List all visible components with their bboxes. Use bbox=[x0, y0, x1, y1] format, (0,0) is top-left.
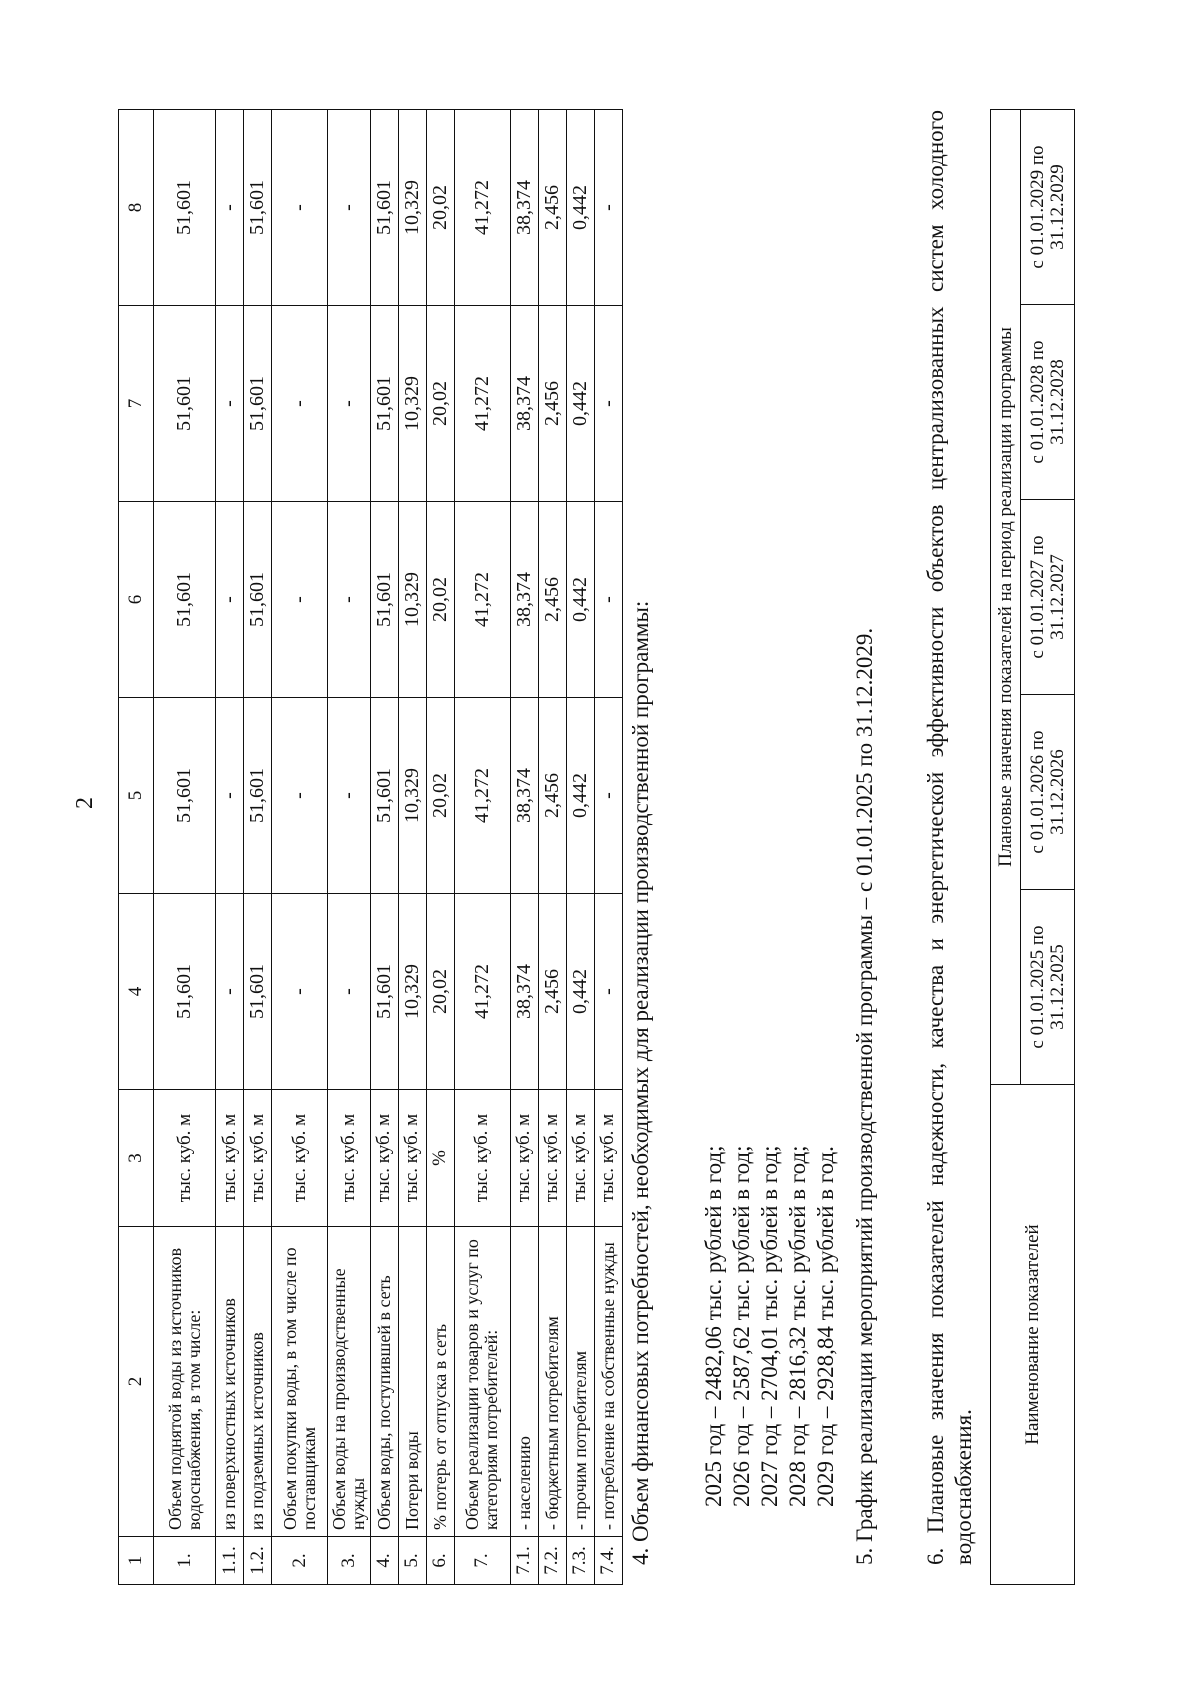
row-value: 51,601 bbox=[154, 698, 216, 894]
table-row bbox=[510, 110, 538, 1585]
row-value: 10,329 bbox=[398, 306, 426, 502]
row-name: Объем поднятой воды из источников водоснабжения, в том числе: bbox=[154, 1227, 216, 1537]
water-balance-table bbox=[118, 109, 623, 1585]
table-row bbox=[426, 110, 454, 1585]
row-value: 51,601 bbox=[370, 110, 398, 306]
row-name: - населению bbox=[510, 1227, 538, 1537]
row-name: Объем воды на производственные нужды bbox=[328, 1227, 371, 1537]
col-header: 4 bbox=[119, 894, 154, 1090]
list-item: 2027 год – 2704,01 тыс. рублей в год; bbox=[757, 1145, 782, 1507]
row-value: 51,601 bbox=[244, 306, 272, 502]
row-value: - bbox=[328, 698, 371, 894]
row-value: 20,02 bbox=[426, 502, 454, 698]
row-value: 41,272 bbox=[454, 306, 510, 502]
period-header: с 01.01.2025 по 31.12.2025 bbox=[1021, 890, 1075, 1085]
row-value: 38,374 bbox=[510, 306, 538, 502]
list-item: 2028 год – 2816,32 тыс. рублей в год; bbox=[785, 1145, 810, 1507]
row-value: 41,272 bbox=[454, 894, 510, 1090]
row-value: 38,374 bbox=[510, 502, 538, 698]
indicator-name-header: Наименование показателей bbox=[991, 1085, 1075, 1585]
row-name: из подземных источников bbox=[244, 1227, 272, 1537]
section-4-heading: 4. Объем финансовых потребностей, необходимых для реализации производственной программы: bbox=[628, 600, 653, 1565]
row-unit: тыс. куб. м bbox=[566, 1090, 594, 1227]
period-header: с 01.01.2027 по 31.12.2027 bbox=[1021, 500, 1075, 695]
row-value: 38,374 bbox=[510, 894, 538, 1090]
table-row bbox=[398, 110, 426, 1585]
col-header: 7 bbox=[119, 306, 154, 502]
row-unit: тыс. куб. м bbox=[398, 1090, 426, 1227]
row-index: 3. bbox=[328, 1537, 371, 1585]
row-value: 10,329 bbox=[398, 894, 426, 1090]
plan-values-header: Плановые значения показателей на период реализации программы bbox=[991, 110, 1021, 1085]
row-value: - bbox=[272, 894, 328, 1090]
row-index: 7.2. bbox=[538, 1537, 566, 1585]
row-value: - bbox=[328, 306, 371, 502]
row-name: Потери воды bbox=[398, 1227, 426, 1537]
row-value: 38,374 bbox=[510, 698, 538, 894]
table-row bbox=[594, 110, 622, 1585]
row-value: 20,02 bbox=[426, 698, 454, 894]
row-index: 7. bbox=[454, 1537, 510, 1585]
row-value: - bbox=[594, 502, 622, 698]
row-value: 51,601 bbox=[244, 110, 272, 306]
row-unit: тыс. куб. м bbox=[154, 1090, 216, 1227]
list-item: 2029 год – 2928,84 тыс. рублей в год. bbox=[813, 1146, 838, 1507]
row-name: - бюджетным потребителям bbox=[538, 1227, 566, 1537]
row-name: % потерь от отпуска в сеть bbox=[426, 1227, 454, 1537]
section-5-heading: 5. График реализации мероприятий производственной программы – с 01.01.2025 по 31.12.2029. bbox=[852, 627, 877, 1565]
row-index: 6. bbox=[426, 1537, 454, 1585]
row-value: 0,442 bbox=[566, 110, 594, 306]
row-value: 2,456 bbox=[538, 502, 566, 698]
funding-list bbox=[700, 1145, 840, 1507]
row-value: - bbox=[594, 698, 622, 894]
row-value: 2,456 bbox=[538, 110, 566, 306]
row-index: 7.1. bbox=[510, 1537, 538, 1585]
row-value: 51,601 bbox=[154, 894, 216, 1090]
row-value: 10,329 bbox=[398, 110, 426, 306]
table-row bbox=[272, 110, 328, 1585]
row-value: 0,442 bbox=[566, 894, 594, 1090]
row-value: - bbox=[272, 110, 328, 306]
plan-indicators-table bbox=[990, 109, 1075, 1585]
row-unit: тыс. куб. м bbox=[370, 1090, 398, 1227]
row-index: 1.1. bbox=[216, 1537, 244, 1585]
row-unit: тыс. куб. м bbox=[244, 1090, 272, 1227]
row-name: - прочим потребителям bbox=[566, 1227, 594, 1537]
row-unit: тыс. куб. м bbox=[510, 1090, 538, 1227]
row-value: - bbox=[594, 894, 622, 1090]
col-header: 6 bbox=[119, 502, 154, 698]
row-value: 10,329 bbox=[398, 502, 426, 698]
row-value: 0,442 bbox=[566, 502, 594, 698]
row-name: Объем покупки воды, в том числе по поставщикам bbox=[272, 1227, 328, 1537]
row-index: 5. bbox=[398, 1537, 426, 1585]
row-value: 41,272 bbox=[454, 698, 510, 894]
row-value: 41,272 bbox=[454, 502, 510, 698]
col-header: 5 bbox=[119, 698, 154, 894]
row-value: - bbox=[216, 110, 244, 306]
col-header: 8 bbox=[119, 110, 154, 306]
row-value: - bbox=[272, 306, 328, 502]
col-header: 2 bbox=[119, 1227, 154, 1537]
row-unit: тыс. куб. м bbox=[272, 1090, 328, 1227]
row-name: Объем воды, поступившей в сеть bbox=[370, 1227, 398, 1537]
row-value: 0,442 bbox=[566, 306, 594, 502]
row-value: - bbox=[328, 502, 371, 698]
period-header: с 01.01.2028 по 31.12.2028 bbox=[1021, 305, 1075, 500]
row-unit: % bbox=[426, 1090, 454, 1227]
row-index: 7.3. bbox=[566, 1537, 594, 1585]
row-value: - bbox=[216, 698, 244, 894]
row-value: 20,02 bbox=[426, 110, 454, 306]
row-unit: тыс. куб. м bbox=[454, 1090, 510, 1227]
row-value: 51,601 bbox=[244, 698, 272, 894]
row-value: - bbox=[216, 306, 244, 502]
list-item: 2026 год – 2587,62 тыс. рублей в год; bbox=[729, 1145, 754, 1507]
col-header: 3 bbox=[119, 1090, 154, 1227]
table-row bbox=[216, 110, 244, 1585]
period-header: с 01.01.2029 по 31.12.2029 bbox=[1021, 110, 1075, 305]
row-unit: тыс. куб. м bbox=[594, 1090, 622, 1227]
row-value: 51,601 bbox=[370, 698, 398, 894]
row-value: 2,456 bbox=[538, 698, 566, 894]
row-name: Объем реализации товаров и услуг по категориям потребителей: bbox=[454, 1227, 510, 1537]
table-row bbox=[538, 110, 566, 1585]
row-value: 0,442 bbox=[566, 698, 594, 894]
row-index: 1.2. bbox=[244, 1537, 272, 1585]
row-value: 51,601 bbox=[154, 110, 216, 306]
row-value: 2,456 bbox=[538, 894, 566, 1090]
list-item: 2025 год – 2482,06 тыс. рублей в год; bbox=[701, 1145, 726, 1507]
table-row bbox=[370, 110, 398, 1585]
row-name: - потребление на собственные нужды bbox=[594, 1227, 622, 1537]
page-number: 2 bbox=[72, 797, 98, 809]
row-value: 51,601 bbox=[154, 502, 216, 698]
section-6-paragraph: 6. Плановые значения показателей надежности, качества и энергетической эффективности объектов централизованных систем холодного водоснабжения. bbox=[923, 110, 976, 1565]
row-value: 2,456 bbox=[538, 306, 566, 502]
row-value: - bbox=[328, 894, 371, 1090]
row-value: - bbox=[594, 306, 622, 502]
row-value: 38,374 bbox=[510, 110, 538, 306]
row-name: из поверхностных источников bbox=[216, 1227, 244, 1537]
table-row bbox=[566, 110, 594, 1585]
row-value: - bbox=[272, 698, 328, 894]
row-index: 2. bbox=[272, 1537, 328, 1585]
row-value: 51,601 bbox=[370, 306, 398, 502]
col-header: 1 bbox=[119, 1537, 154, 1585]
row-value: 51,601 bbox=[370, 502, 398, 698]
table-row bbox=[454, 110, 510, 1585]
row-unit: тыс. куб. м bbox=[216, 1090, 244, 1227]
period-header: с 01.01.2026 по 31.12.2026 bbox=[1021, 695, 1075, 890]
row-value: 51,601 bbox=[370, 894, 398, 1090]
row-index: 4. bbox=[370, 1537, 398, 1585]
row-value: - bbox=[216, 894, 244, 1090]
row-value: - bbox=[594, 110, 622, 306]
table-row bbox=[244, 110, 272, 1585]
plan-header-row bbox=[991, 110, 1021, 1585]
row-value: 51,601 bbox=[154, 306, 216, 502]
row-value: - bbox=[216, 502, 244, 698]
row-unit: тыс. куб. м bbox=[328, 1090, 371, 1227]
table-row bbox=[328, 110, 371, 1585]
row-index: 1. bbox=[154, 1537, 216, 1585]
row-unit: тыс. куб. м bbox=[538, 1090, 566, 1227]
row-value: - bbox=[328, 110, 371, 306]
row-value: 51,601 bbox=[244, 502, 272, 698]
row-value: 41,272 bbox=[454, 110, 510, 306]
row-value: 10,329 bbox=[398, 698, 426, 894]
row-value: 20,02 bbox=[426, 306, 454, 502]
row-value: 20,02 bbox=[426, 894, 454, 1090]
table-header-row bbox=[119, 110, 154, 1585]
table-row bbox=[154, 110, 216, 1585]
row-value: - bbox=[272, 502, 328, 698]
row-value: 51,601 bbox=[244, 894, 272, 1090]
row-index: 7.4. bbox=[594, 1537, 622, 1585]
